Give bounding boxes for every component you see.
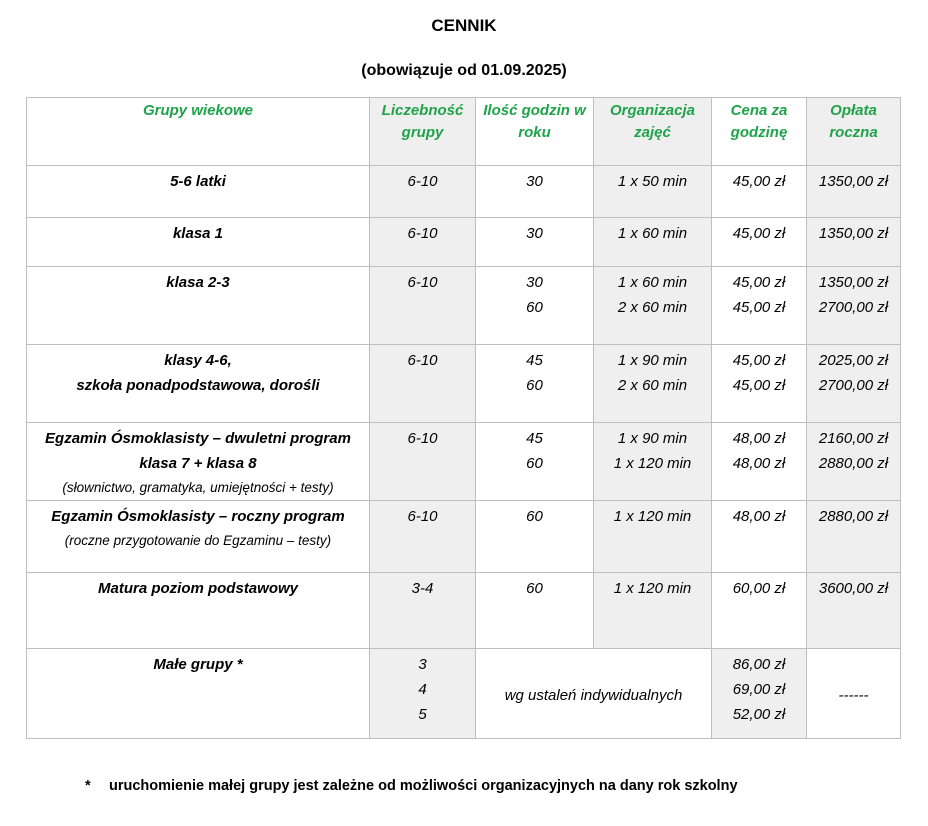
group-size: 3-4 [370,573,476,649]
header-group: Grupy wiekowe [27,98,370,166]
annual-fee: 2880,00 zł [807,501,901,573]
footnote-text: uruchomienie małej grupy jest zależne od możliwości organizacyjnych na dany rok szkolny [109,778,738,794]
header-annual-fee: Opłata roczna [807,98,901,166]
header-hours: Ilość godzin w roku [476,98,594,166]
price-per-hour: 48,00 zł [712,501,807,573]
annual-fee: 3600,00 zł [807,573,901,649]
group-size: 6-10 [370,501,476,573]
small-groups-row [27,649,901,739]
table-row [27,218,901,267]
table-row [27,501,901,573]
table-row [27,267,901,345]
price-per-hour: 86,00 zł 69,00 zł 52,00 zł [712,649,807,739]
table-row [27,345,901,423]
price-per-hour: 60,00 zł [712,573,807,649]
footnote-star: * [85,778,91,794]
price-per-hour: 45,00 zł 45,00 zł [712,267,807,345]
organization: 1 x 60 min [594,218,712,267]
group-note: (roczne przygotowanie do Egzaminu – testy) [64,533,332,548]
organization: 1 x 120 min [594,501,712,573]
group-name: klasa 1 [27,218,370,267]
page-title: CENNIK [431,16,497,35]
hours-per-year: 30 [476,166,594,218]
page-subtitle: (obowiązuje od 01.09.2025) [361,62,567,79]
organization: 1 x 60 min 2 x 60 min [594,267,712,345]
organization: 1 x 90 min 1 x 120 min [594,423,712,501]
table-row [27,166,901,218]
organization: 1 x 120 min [594,573,712,649]
hours-per-year: 60 [476,573,594,649]
organization: 1 x 90 min 2 x 60 min [594,345,712,423]
group-size: 6-10 [370,345,476,423]
group-size: 6-10 [370,166,476,218]
table-header-row [27,98,901,166]
individual-arrangement: wg ustaleń indywidualnych [476,649,712,739]
group-name: 5-6 latki [27,166,370,218]
hours-per-year: 30 [476,218,594,267]
group-size: 6-10 [370,218,476,267]
price-per-hour: 45,00 zł 45,00 zł [712,345,807,423]
hours-per-year: 60 [476,501,594,573]
group-name: Małe grupy * [27,649,370,739]
group-size: 3 4 5 [370,649,476,739]
hours-per-year: 45 60 [476,345,594,423]
group-name: Egzamin Ósmoklasisty – roczny program (roczne przygotowanie do Egzaminu – testy) [27,501,370,573]
annual-fee: 1350,00 zł [807,218,901,267]
table-row [27,423,901,501]
group-name: Egzamin Ósmoklasisty – dwuletni program klasa 7 + klasa 8 (słownictwo, gramatyka, umiejętności + testy) [27,423,370,501]
annual-fee: 1350,00 zł [807,166,901,218]
hours-per-year: 45 60 [476,423,594,501]
annual-fee: ------ [807,649,901,739]
group-size: 6-10 [370,423,476,501]
header-size: Liczebność grupy [370,98,476,166]
footnote [85,778,738,794]
header-organization: Organizacja zajęć [594,98,712,166]
price-per-hour: 48,00 zł 48,00 zł [712,423,807,501]
group-size: 6-10 [370,267,476,345]
price-table [26,97,901,739]
group-note: (słownictwo, gramatyka, umiejętności + testy) [62,480,334,495]
price-per-hour: 45,00 zł [712,218,807,267]
group-name: klasy 4-6, szkoła ponadpodstawowa, dorośli [27,345,370,423]
annual-fee: 2025,00 zł 2700,00 zł [807,345,901,423]
price-per-hour: 45,00 zł [712,166,807,218]
header-price-hour: Cena za godzinę [712,98,807,166]
annual-fee: 2160,00 zł 2880,00 zł [807,423,901,501]
annual-fee: 1350,00 zł 2700,00 zł [807,267,901,345]
group-name: Matura poziom podstawowy [27,573,370,649]
hours-per-year: 30 60 [476,267,594,345]
table-row [27,573,901,649]
group-name: klasa 2-3 [27,267,370,345]
organization: 1 x 50 min [594,166,712,218]
